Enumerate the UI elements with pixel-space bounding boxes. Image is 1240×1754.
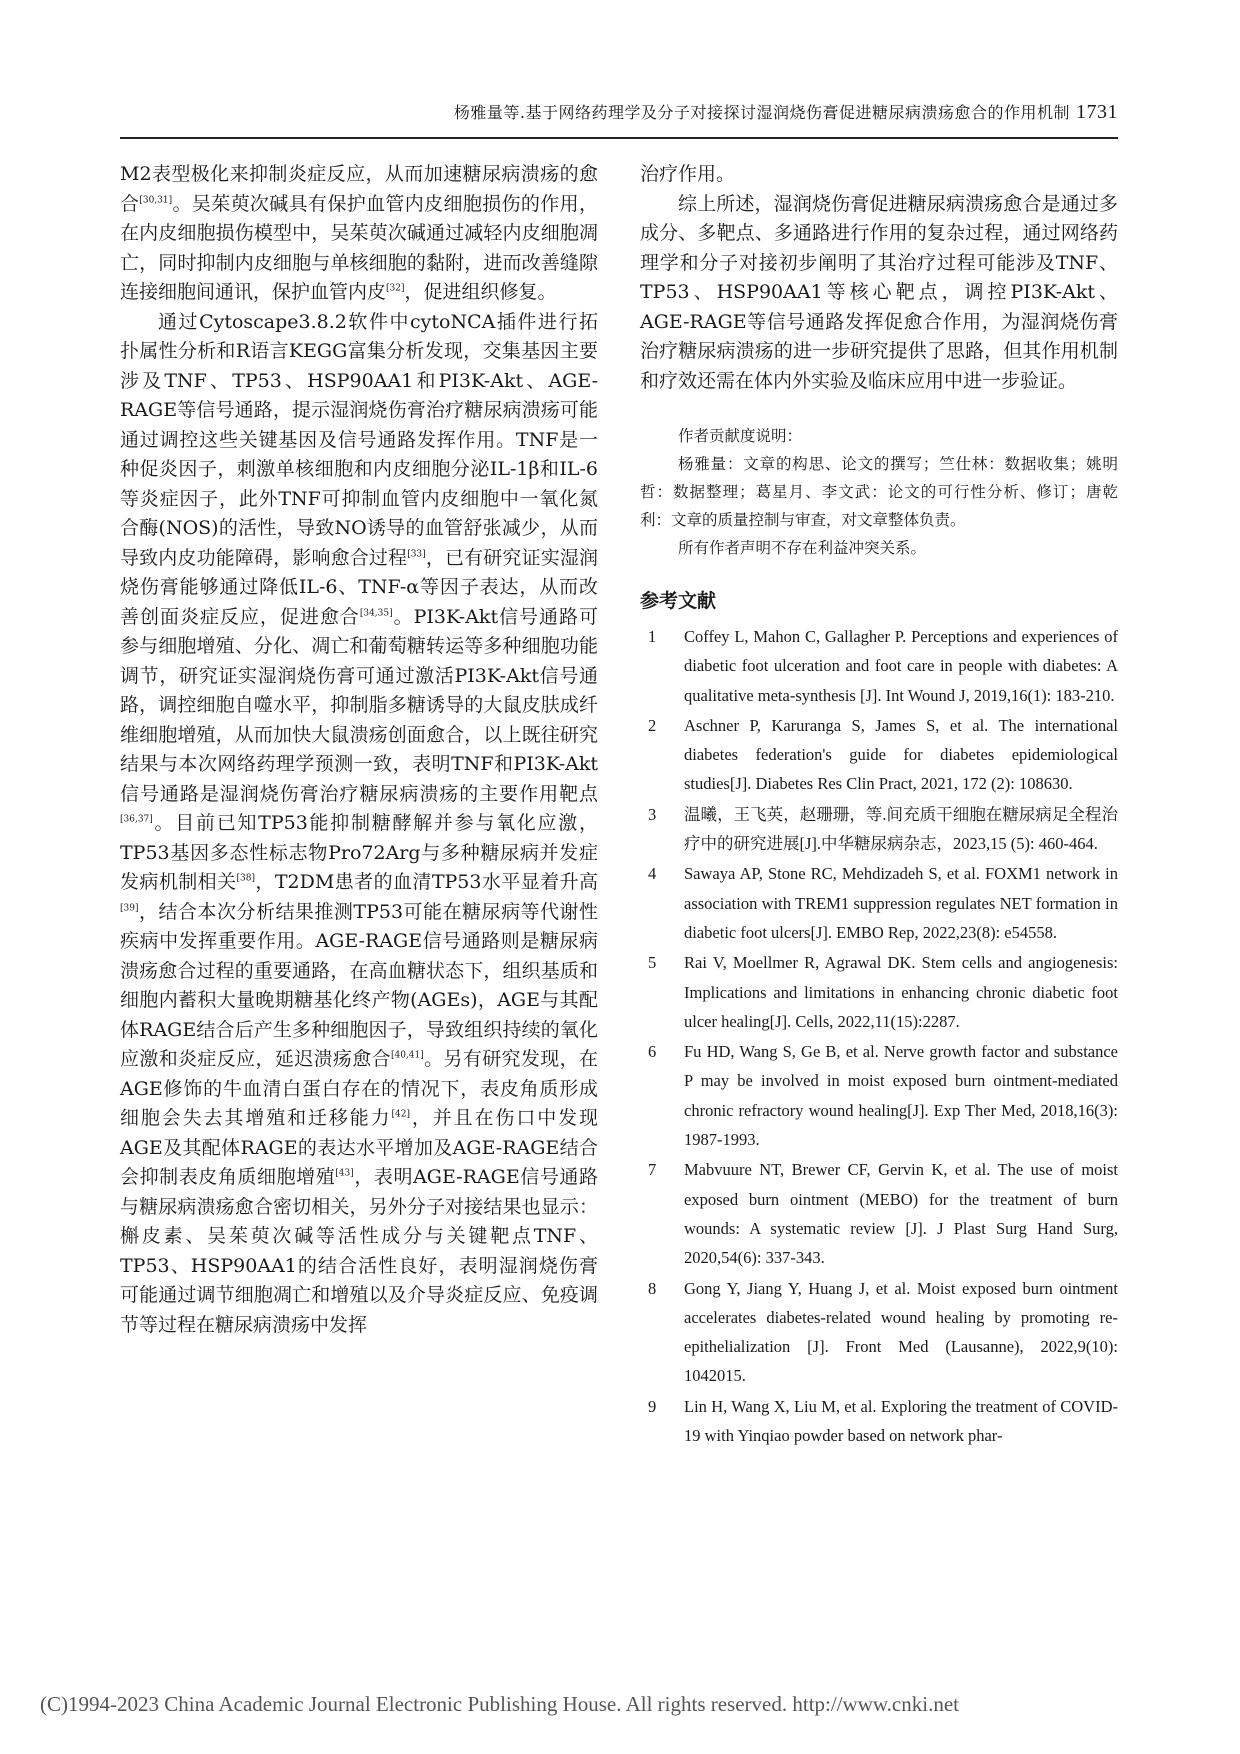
running-header-title: 杨雅量等.基于网络药理学及分子对接探讨湿润烧伤膏促进糖尿病溃疡愈合的作用机制: [453, 103, 1070, 122]
paragraph-text: ，结合本次分析结果推测TP53可能在糖尿病等代谢性疾病中发挥重要作用。AGE-RAGE信号通路则是糖尿病溃疡愈合过程的重要通路，在高血糖状态下，组织基质和细胞内蓄积大量晚期糖基化终产物(AGEs)，AGE与其配体RAGE结合后产生多种细胞因子，导致组织持续的氧化应激和炎症反应，延迟溃疡愈合: [120, 900, 598, 1070]
paragraph-text: 通过Cytoscape3.8.2软件中cytoNCA插件进行拓扑属性分析和R语言KEGG富集分析发现，交集基因主要涉及TNF、TP53、HSP90AA1和PI3K-Akt、AGE-RAGE等信号通路，提示湿润烧伤膏治疗糖尿病溃疡可能通过调控这些关键基因及信号通路发挥作用。TNF是一种促炎因子，刺激单核细胞和内皮细胞分泌IL-1β和IL-6等炎症因子，此外TNF可抑制血管内皮细胞中一氧化氮合酶(NOS)的活性，导致NO诱导的血管舒张减少，从而导致内皮功能障碍，影响愈合过程: [120, 310, 598, 569]
citation-superscript: [40,41]: [390, 1050, 424, 1061]
citation-superscript: [43]: [335, 1168, 354, 1179]
reference-item: [640, 622, 1118, 710]
reference-item: [640, 948, 1118, 1036]
reference-item: [640, 711, 1118, 799]
references-heading: 参考文献: [640, 590, 717, 612]
paragraph-text: 。另有研究发现，在AGE修饰的牛血清白蛋白存在的情况下，表皮角质形成细胞会失去其增殖和迁移能力: [120, 1048, 598, 1129]
reference-text: Fu HD, Wang S, Ge B, et al. Nerve growth factor and substance P may be involved in moist exposed burn ointment-mediated chronic refractory wound healing[J]. Exp Ther Med, 2018,16(3): 1987-1993.: [684, 1042, 1118, 1150]
reference-number: 6: [648, 1042, 657, 1062]
reference-number: 5: [648, 953, 657, 973]
paragraph-text: M2表型极化来抑制炎症反应，从而加速糖尿病溃疡的愈合: [120, 163, 598, 215]
reference-number: 7: [648, 1160, 657, 1180]
reference-text: Rai V, Moellmer R, Agrawal DK. Stem cells and angiogenesis: Implications and limitations in enhancing chronic diabetic foot ulcer healing[J]. Cells, 2022,11(15):2287.: [684, 953, 1118, 1031]
reference-number: 3: [648, 804, 657, 824]
left-paragraph-2: [120, 308, 598, 1341]
reference-number: 4: [648, 864, 657, 884]
right-paragraph-continuation: 治疗作用。: [640, 163, 736, 185]
right-paragraph-summary: 综上所述，湿润烧伤膏促进糖尿病溃疡愈合是通过多成分、多靶点、多通路进行作用的复杂过程，通过网络药理学和分子对接初步阐明了其治疗过程可能涉及TNF、TP53、HSP90AA1等核心靶点，调控PI3K-Akt、AGE-RAGE等信号通路发挥促愈合作用，为湿润烧伤膏治疗糖尿病溃疡的进一步研究提供了思路，但其作用机制和疗效还需在体内外实验及临床应用中进一步验证。: [640, 192, 1118, 392]
citation-superscript: [42]: [391, 1109, 410, 1120]
left-paragraph-1: [120, 160, 598, 308]
paragraph-text: 。目前已知TP53能抑制糖酵解并参与氧化应激，TP53基因多态性标志物Pro72Arg与多种糖尿病并发症发病机制相关: [120, 812, 598, 893]
citation-superscript: [32]: [386, 283, 405, 294]
reference-text: Lin H, Wang X, Liu M, et al. Exploring the treatment of COVID-19 with Yinqiao powder based on network phar-: [684, 1396, 1118, 1446]
citation-superscript: [39]: [120, 903, 139, 914]
reference-text: Coffey L, Mahon C, Gallagher P. Perceptions and experiences of diabetic foot ulceration and foot care in people with diabetes: A qualitative meta-synthesis [J]. Int Wound J, 2019,16(1): 183-210.: [684, 627, 1118, 705]
contribution-body: 杨雅量：文章的构思、论文的撰写；竺仕林：数据收集；姚明哲：数据整理；葛星月、李文武：论文的可行性分析、修订；唐乾利：文章的质量控制与审查，对文章整体负责。: [640, 455, 1118, 529]
reference-item: [640, 1037, 1118, 1154]
left-column: [120, 160, 598, 1340]
paragraph-text: ，并且在伤口中发现AGE及其配体RAGE的表达水平增加及AGE-RAGE结合会抑制表皮角质细胞增殖: [120, 1107, 598, 1188]
paragraph-text: ，表明AGE-RAGE信号通路与糖尿病溃疡愈合密切相关，另外分子对接结果也显示：槲皮素、吴茱萸次碱等活性成分与关键靶点TNF、TP53、HSP90AA1的结合活性良好，表明湿润烧伤膏可能通过调节细胞凋亡和增殖以及介导炎症反应、免疫调节等过程在糖尿病溃疡中发挥: [120, 1166, 598, 1336]
reference-number: 9: [648, 1396, 657, 1416]
header-rule: [120, 137, 1118, 139]
reference-item: [640, 859, 1118, 947]
citation-superscript: [30,31]: [139, 195, 173, 206]
citation-superscript: [33]: [407, 549, 426, 560]
copyright-footer: (C)1994-2023 China Academic Journal Electronic Publishing House. All rights reserved. http://www.cnki.net: [40, 1692, 959, 1716]
reference-item: [640, 1155, 1118, 1272]
paragraph-text: 。PI3K-Akt信号通路可参与细胞增殖、分化、凋亡和葡萄糖转运等多种细胞功能调节，研究证实湿润烧伤膏可通过激活PI3K-Akt信号通路，调控细胞自噬水平，抑制脂多糖诱导的大鼠皮肤成纤维细胞增殖，从而加快大鼠溃疡创面愈合，以上既往研究结果与本次网络药理学预测一致，表明TNF和PI3K-Akt信号通路是湿润烧伤膏治疗糖尿病溃疡的主要作用靶点: [120, 605, 598, 805]
reference-number: 2: [648, 715, 657, 735]
reference-list: [640, 622, 1118, 1450]
reference-number: 1: [648, 627, 657, 646]
citation-superscript: [38]: [236, 873, 256, 884]
reference-text: Sawaya AP, Stone RC, Mehdizadeh S, et al. FOXM1 network in association with TREM1 suppression regulates NET formation in diabetic foot ulcers[J]. EMBO Rep, 2022,23(8): e54558.: [684, 864, 1118, 942]
paragraph-text: ，T2DM患者的血清TP53水平显着升高: [255, 871, 598, 893]
contribution-title: 作者贡献度说明：: [678, 427, 803, 445]
reference-text: Mabvuure NT, Brewer CF, Gervin K, et al. The use of moist exposed burn ointment (MEBO) for the treatment of burn wounds: A systematic review [J]. J Plast Surg Hand Surg, 2020,54(6): 337-343.: [684, 1160, 1118, 1268]
conflict-statement: 所有作者声明不存在利益冲突关系。: [678, 539, 927, 557]
reference-item: [640, 1274, 1118, 1391]
reference-item: [640, 800, 1118, 859]
page-number: 1731: [1076, 101, 1118, 123]
reference-item: [640, 1392, 1118, 1451]
author-contribution: [640, 422, 1118, 562]
paragraph-text: 。吴茱萸次碱具有保护血管内皮细胞损伤的作用，在内皮细胞损伤模型中，吴茱萸次碱通过减轻内皮细胞凋亡，同时抑制内皮细胞与单核细胞的黏附，进而改善缝隙连接细胞间通讯，保护血管内皮: [120, 192, 598, 303]
paragraph-text: ，促进组织修复。: [404, 281, 557, 303]
reference-text: 温曦，王飞英，赵珊珊，等.间充质干细胞在糖尿病足全程治疗中的研究进展[J].中华糖尿病杂志，2023,15 (5): 460-464.: [684, 804, 1118, 854]
running-header: [120, 100, 1118, 124]
paragraph-text: ，已有研究证实湿润烧伤膏能够通过降低IL-6、TNF-α等因子表达，从而改善创面炎症反应，促进愈合: [120, 546, 598, 628]
right-column: [640, 160, 1118, 1451]
reference-text: Gong Y, Jiang Y, Huang J, et al. Moist exposed burn ointment accelerates diabetes-related wound healing by promoting re-epithelialization [J]. Front Med (Lausanne), 2022,9(10): 1042015.: [684, 1278, 1118, 1386]
reference-number: 8: [648, 1278, 657, 1298]
citation-superscript: [36,37]: [120, 814, 153, 825]
reference-text: Aschner P, Karuranga S, James S, et al. The international diabetes federation's guide for diabetes epidemiological studies[J]. Diabetes Res Clin Pract, 2021, 172 (2): 108630.: [684, 715, 1118, 794]
citation-superscript: [34,35]: [359, 608, 393, 619]
